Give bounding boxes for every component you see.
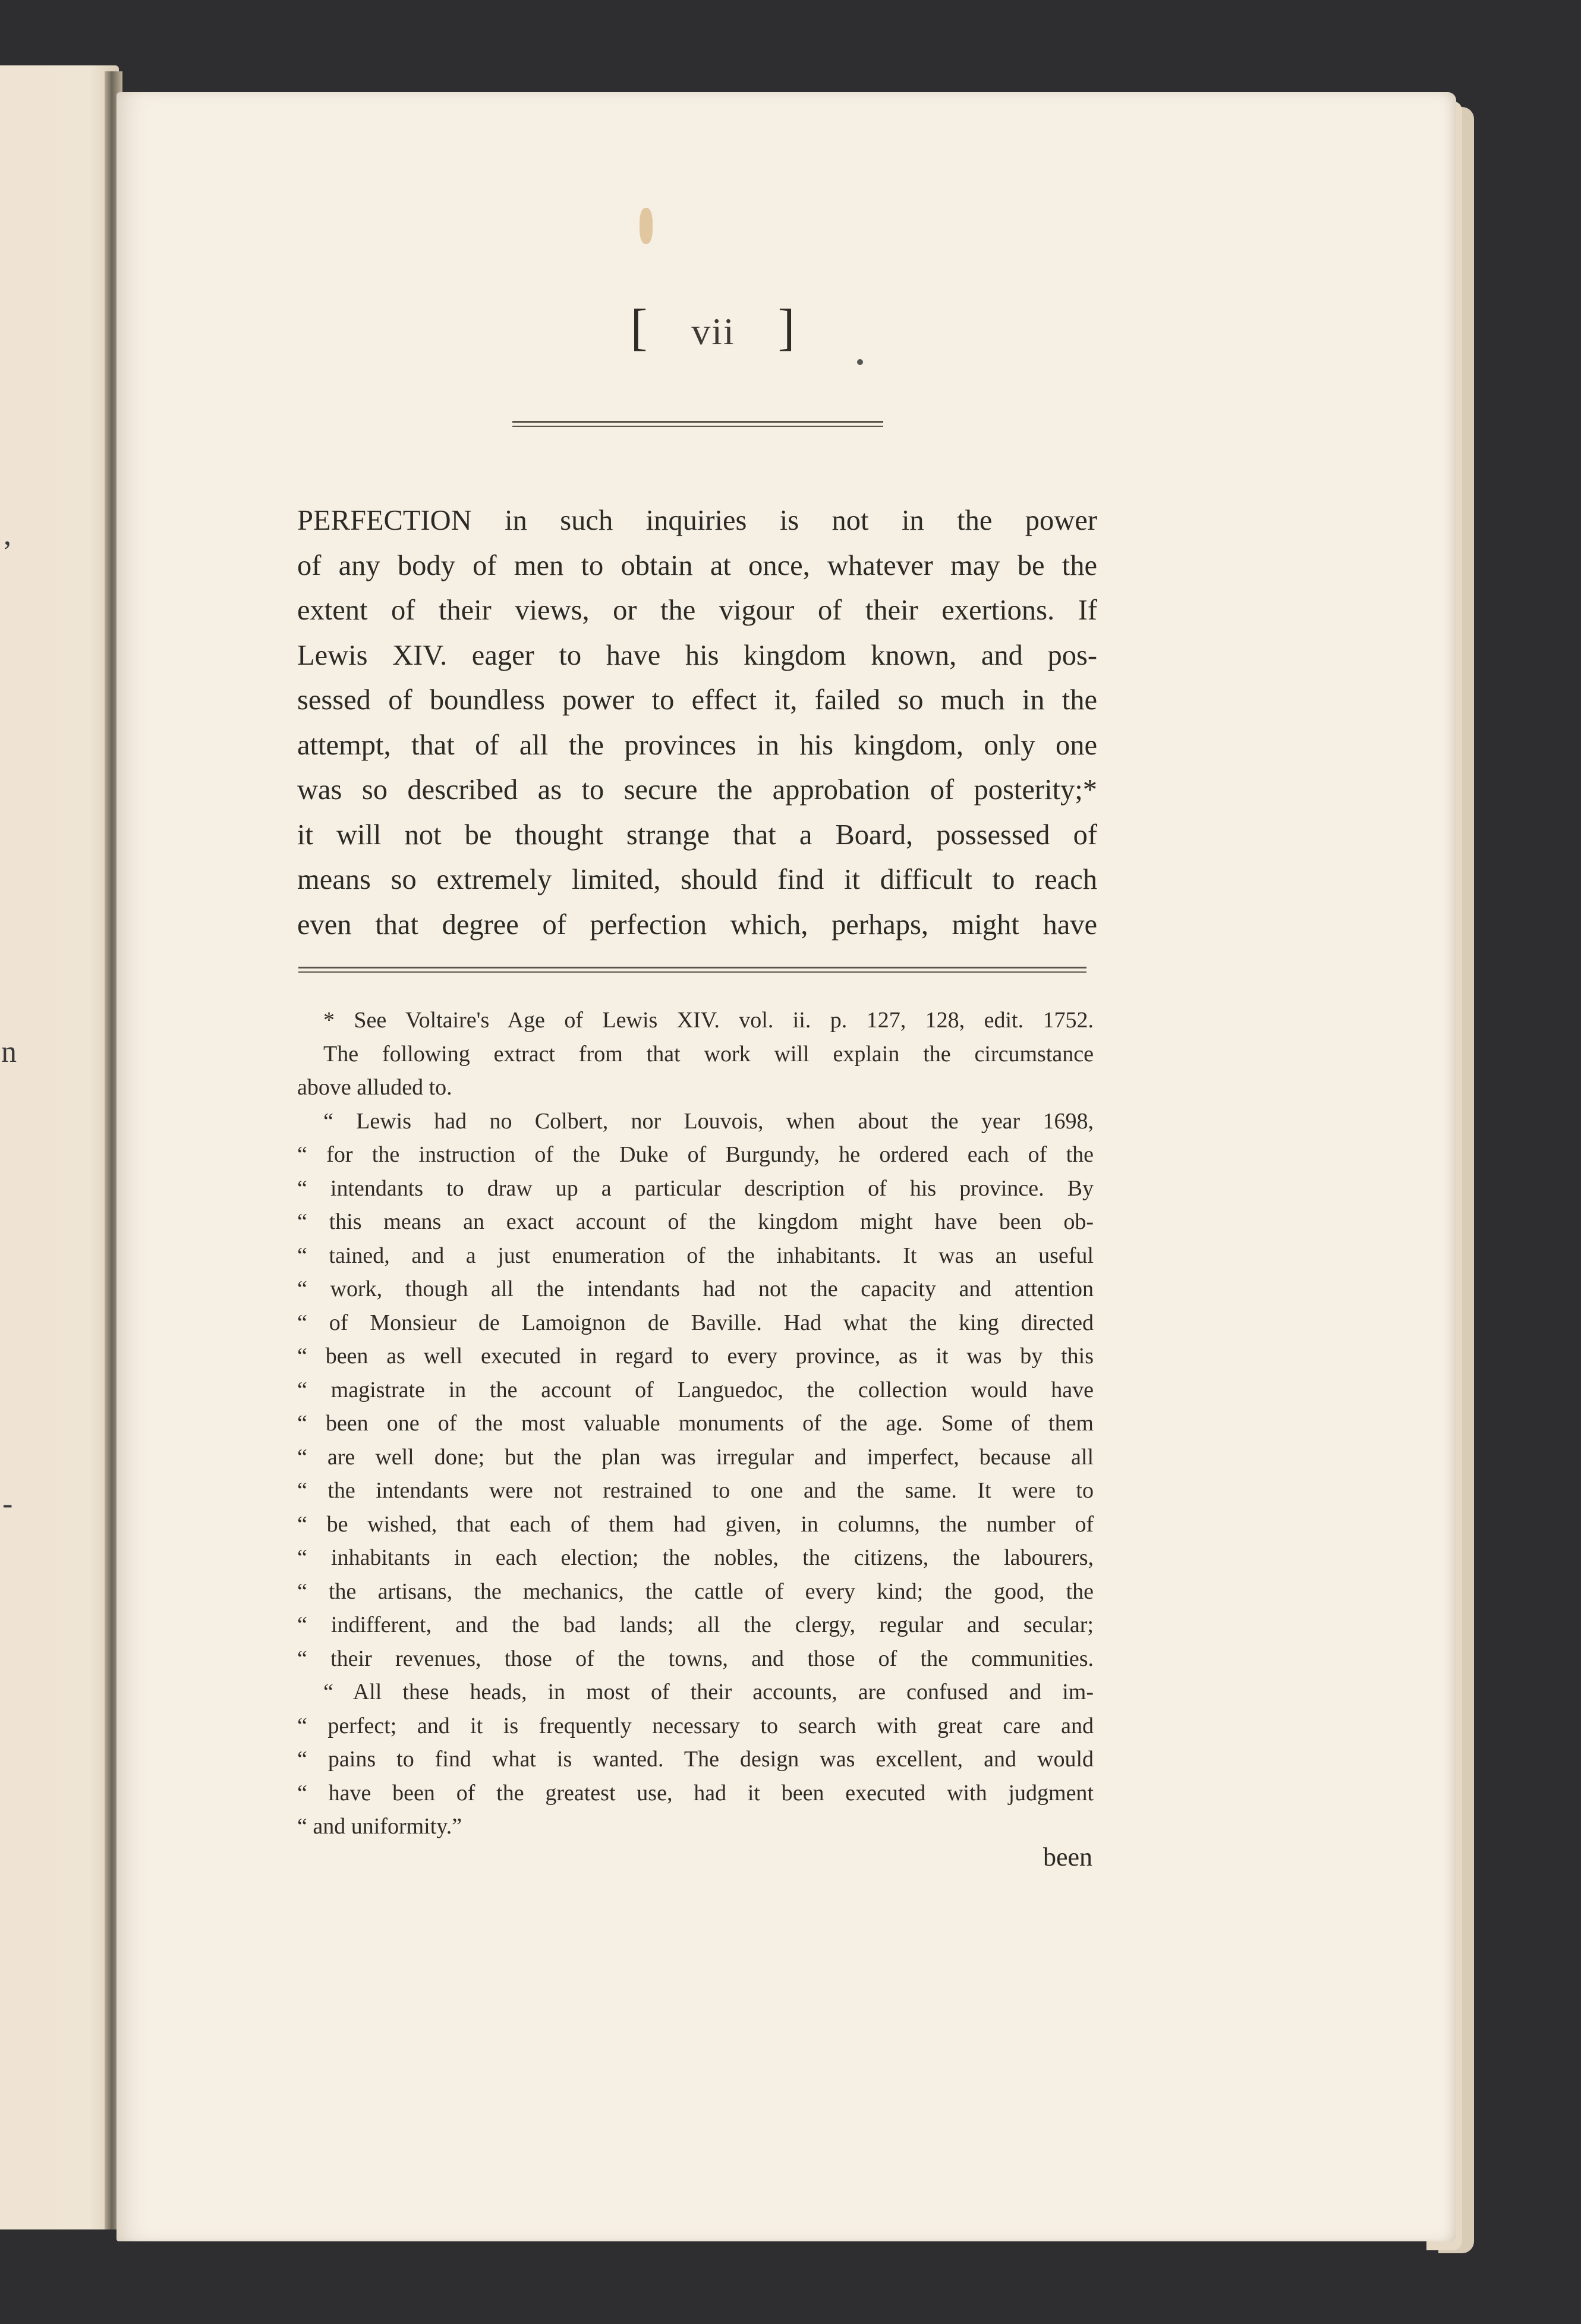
body-line: even that degree of perfection which, perhaps, might have [297, 908, 1097, 941]
footnote-line: “ this means an exact account of the kingdom might have been ob- [297, 1209, 1094, 1234]
footnote-line: “ perfect; and it is frequently necessary to search with great care and [297, 1713, 1094, 1738]
catchword: been [1043, 1842, 1092, 1872]
footnote-rule [298, 967, 1086, 973]
footnote-line: “ work, though all the intendants had not the capacity and attention [297, 1276, 1094, 1301]
left-page-fragment-1: , [4, 518, 11, 552]
body-line: attempt, that of all the provinces in his kingdom, only one [297, 729, 1097, 761]
ink-dot [857, 359, 863, 365]
left-page-fragment-2: n [1, 1035, 17, 1069]
footnote-line: “ Lewis had no Colbert, nor Louvois, when about the year 1698, [323, 1108, 1094, 1134]
bracket-close: ] [777, 298, 796, 356]
footnote-line: “ and uniformity.” [297, 1814, 462, 1839]
paper-stain [640, 208, 653, 244]
footnote-line: “ been as well executed in regard to every province, as it was by this [297, 1344, 1094, 1369]
footnote-line: The following extract from that work will explain the circumstance [323, 1041, 1094, 1067]
footnote-line: “ have been of the greatest use, had it been executed with judgment [297, 1780, 1094, 1806]
body-line: Lewis XIV. eager to have his kingdom known, and pos- [297, 639, 1097, 671]
body-line: it will not be thought strange that a Board, possessed of [297, 819, 1097, 851]
footnote-line: “ be wished, that each of them had given, in columns, the number of [297, 1511, 1094, 1537]
body-line: PERFECTION in such inquiries is not in the power [297, 505, 1097, 536]
footnote-line: “ pains to find what is wanted. The design was excellent, and would [297, 1747, 1094, 1772]
footnote-line: “ the intendants were not restrained to one and the same. It were to [297, 1478, 1094, 1503]
footnote-line: “ the artisans, the mechanics, the cattle of every kind; the good, the [297, 1578, 1094, 1604]
footnote-line: “ are well done; but the plan was irregular and imperfect, because all [297, 1444, 1094, 1470]
left-facing-page [0, 65, 119, 2229]
footnote-line: “ their revenues, those of the towns, and those of the communities. [297, 1646, 1094, 1671]
footnote-line: “ been one of the most valuable monuments of the age. Some of them [297, 1411, 1094, 1436]
footnote-line: “ inhabitants in each election; the nobles, the citizens, the labourers, [297, 1545, 1094, 1570]
body-line: sessed of boundless power to effect it, failed so much in the [297, 684, 1097, 716]
header-rule [512, 421, 883, 427]
footnote-line: * See Voltaire's Age of Lewis XIV. vol. ii. p. 127, 128, edit. 1752. [323, 1008, 1094, 1033]
footnote-line: “ intendants to draw up a particular description of his province. By [297, 1175, 1094, 1201]
footnote [297, 1004, 1094, 1844]
footnote-line: “ magistrate in the account of Languedoc, the collection would have [297, 1377, 1094, 1402]
footnote-line: “ All these heads, in most of their accounts, are confused and im- [323, 1680, 1094, 1705]
body-line: was so described as to secure the approbation of posterity;* [297, 774, 1097, 806]
bracket-open: [ [630, 298, 649, 356]
page-number [606, 297, 820, 357]
left-page-fragment-3: - [2, 1487, 13, 1521]
body-line: extent of their views, or the vigour of their exertions. If [297, 595, 1097, 626]
footnote-line: above alluded to. [297, 1075, 452, 1100]
footnote-line: “ of Monsieur de Lamoignon de Baville. Had what the king directed [297, 1310, 1094, 1335]
body-paragraph [297, 498, 1097, 947]
footnote-line: “ indifferent, and the bad lands; all the clergy, regular and secular; [297, 1612, 1094, 1637]
footnote-line: “ for the instruction of the Duke of Burgundy, he ordered each of the [297, 1142, 1094, 1167]
body-line: of any body of men to obtain at once, whatever may be the [297, 549, 1097, 581]
body-line: means so extremely limited, should find it difficult to reach [297, 864, 1097, 895]
page-number-value: vii [691, 310, 735, 353]
footnote-line: “ tained, and a just enumeration of the inhabitants. It was an useful [297, 1243, 1094, 1268]
